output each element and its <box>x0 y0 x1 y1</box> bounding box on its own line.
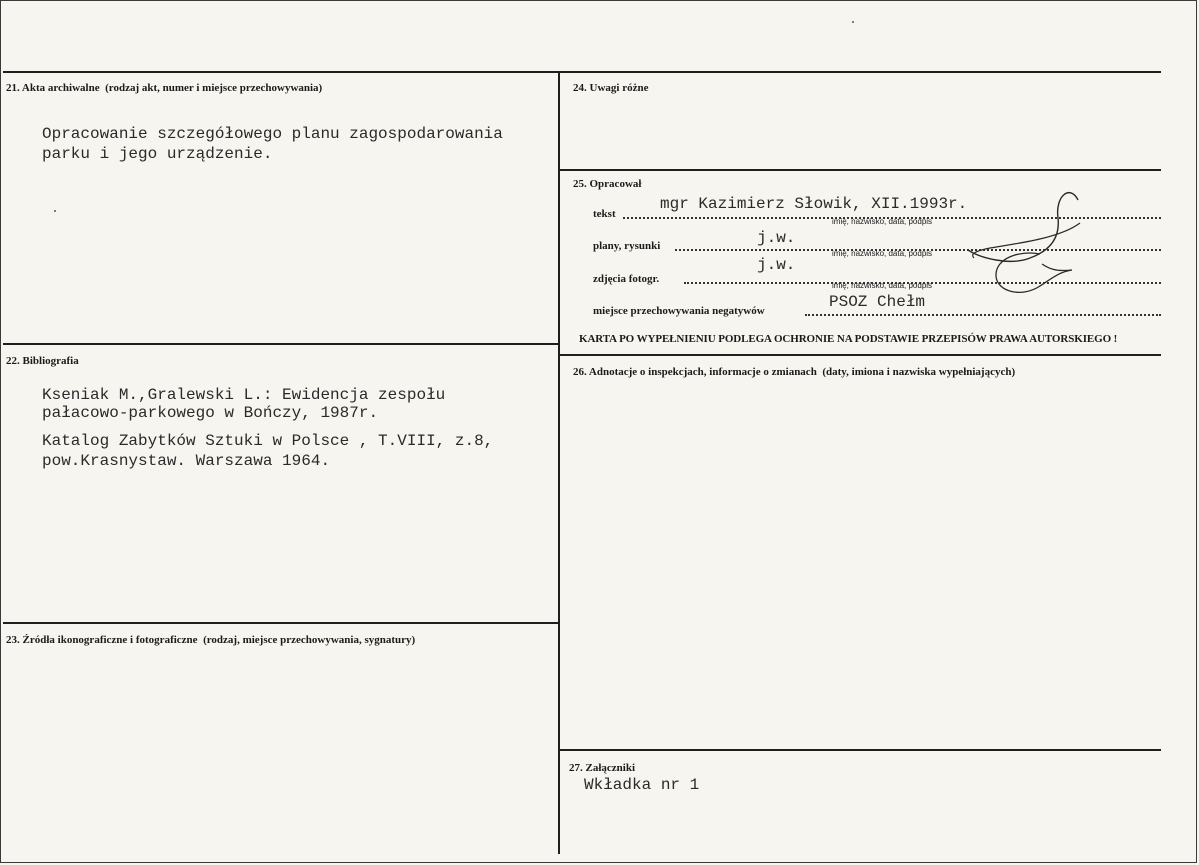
rule-24-25 <box>560 169 1161 171</box>
row-plany-caption: imię, nazwisko, data, podpis <box>832 249 933 258</box>
section-21-line-2: parku i jego urządzenie. <box>42 145 273 163</box>
row-tekst-label: tekst <box>593 208 616 220</box>
copyright-notice: KARTA PO WYPEŁNIENIU PODLEGA OCHRONIE NA PODSTAWIE PRZEPISÓW PRAWA AUTORSKIEGO ! <box>579 333 1118 345</box>
section-22-label: 22. Bibliografia <box>6 355 79 367</box>
bibliography-line-1: Kseniak M.,Gralewski L.: Ewidencja zespołu <box>42 386 446 404</box>
rule-21-22 <box>3 343 560 345</box>
section-21-line-1: Opracowanie szczegółowego planu zagospodarowania <box>42 125 503 143</box>
bibliography-line-3: Katalog Zabytków Sztuki w Polsce , T.VIII, z.8, <box>42 432 494 450</box>
section-25-label: 25. Opracował <box>573 178 642 190</box>
plany-value: j.w. <box>757 229 796 247</box>
bibliography-line-4: pow.Krasnystaw. Warszawa 1964. <box>42 452 331 470</box>
section-23-subtitle: (rodzaj, miejsce przechowywania, sygnatury) <box>203 634 416 646</box>
bibliography-line-2: pałacowo-parkowego w Bończy, 1987r. <box>42 404 379 422</box>
rule-22-23 <box>3 622 560 624</box>
row-tekst-caption: imię, nazwisko, data, podpis <box>832 217 933 226</box>
section-27-value: Wkładka nr 1 <box>584 776 700 794</box>
section-26-title: 26. Adnotacje o inspekcjach, informacje o zmianach <box>573 366 817 378</box>
section-21-subtitle: (rodzaj akt, numer i miejsce przechowywania) <box>105 82 323 94</box>
paper-speck <box>852 21 854 23</box>
row-negatywy-label: miejsce przechowywania negatywów <box>593 305 765 317</box>
paper-speck <box>54 210 56 212</box>
rule-25-26 <box>560 354 1161 356</box>
section-26-subtitle: (daty, imiona i nazwiska wypełniających) <box>822 366 1016 378</box>
rule-26-27 <box>560 749 1161 751</box>
top-rule <box>3 71 1161 73</box>
section-26-label <box>573 366 1015 378</box>
row-plany-label: plany, rysunki <box>593 240 661 252</box>
negatywy-value: PSOZ Chełm <box>829 293 926 311</box>
handwritten-signature <box>960 188 1090 303</box>
column-divider <box>558 71 560 854</box>
row-zdjecia-label: zdjęcia fotogr. <box>593 273 660 285</box>
section-24-label: 24. Uwagi różne <box>573 82 649 94</box>
section-23-label <box>6 634 415 646</box>
section-21-title: 21. Akta archiwalne <box>6 82 100 94</box>
row-negatywy-dots <box>805 314 1161 316</box>
section-23-title: 23. Źródła ikonograficzne i fotograficzne <box>6 634 198 646</box>
row-zdjecia-caption: imię, nazwisko, data, podpis <box>832 281 933 290</box>
zdjecia-value: j.w. <box>757 256 796 274</box>
author-value: mgr Kazimierz Słowik, XII.1993r. <box>660 195 968 213</box>
section-27-label: 27. Załączniki <box>569 762 636 774</box>
section-21-label <box>6 82 322 94</box>
